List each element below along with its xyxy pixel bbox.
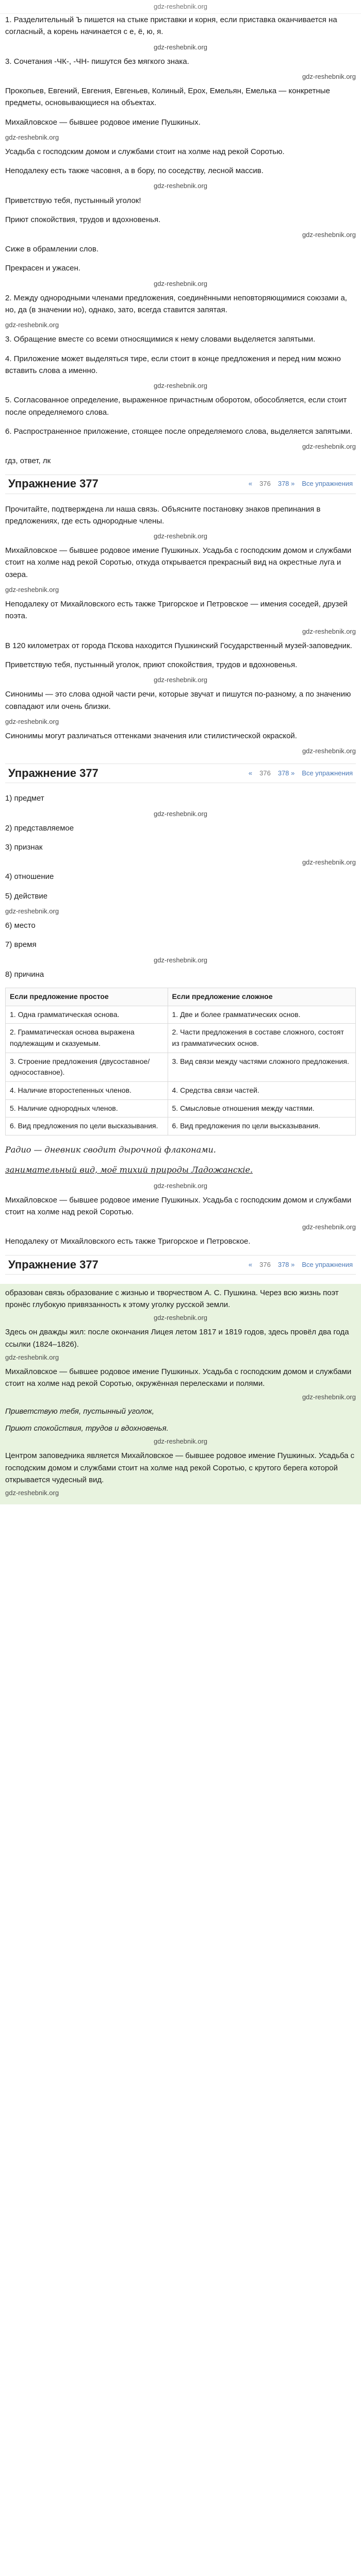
watermark: gdz-reshebnik.org: [302, 1223, 356, 1231]
domain-label: gdz-reshebnik.org: [153, 2, 208, 10]
table-cell: 2. Грамматическая основа выражена подлежащим и сказуемым.: [6, 1024, 168, 1053]
watermark: gdz-reshebnik.org: [153, 382, 208, 390]
prev-exercise-link[interactable]: «: [248, 1260, 253, 1268]
watermark: gdz-reshebnik.org: [5, 907, 59, 915]
paragraph: Неподалеку от Михайловского есть также Тригорское и Петровское — имения соседей, друзей поэта.: [5, 600, 348, 621]
watermark: gdz-reshebnik.org: [153, 676, 208, 684]
exercise-title: Упражнение 377: [8, 477, 99, 490]
answer-block: [0, 1284, 361, 1504]
paragraph: Неподалеку от Михайловского есть также Тригорское и Петровское.: [5, 1237, 251, 1246]
exercise-nav: [5, 474, 356, 494]
comparison-table: [5, 988, 356, 1136]
watermark: gdz-reshebnik.org: [153, 1437, 208, 1446]
exercise-b-body: [5, 792, 356, 980]
all-exercises-link[interactable]: Все упражнения: [302, 1260, 353, 1268]
paragraph: 4. Приложение может выделяться тире, если стоит в конце предложения и перед ним можно вставить слова а именно.: [5, 354, 341, 375]
watermark: gdz-reshebnik.org: [302, 627, 356, 635]
paragraph: Сиже в обрамлении слов.: [5, 245, 99, 254]
list-item: 8) причина: [5, 970, 44, 979]
paragraph: образован связь образование с жизнью и творчеством А. С. Пушкина. Через всю жизнь поэт пронёс глубокую привязанность к этому уголку русской земли.: [5, 1288, 339, 1309]
exercise-nav: [5, 1255, 356, 1275]
browser-domain-bar: [0, 0, 361, 14]
paragraph: Прочитайте, подтверждена ли наша связь. Объясните постановку знаков препинания в предложениях, где есть однородные члены.: [5, 504, 321, 526]
page-content: [0, 14, 361, 1504]
table-row: [6, 1082, 356, 1100]
paragraph: 6. Распространенное приложение, стоящее после определяемого слова, выделяется запятыми.: [5, 427, 353, 436]
paragraph: Синонимы могут различаться оттенками значения или стилистической окраской.: [5, 731, 297, 740]
nav-controls: [249, 1260, 353, 1270]
table-row: [6, 1024, 356, 1053]
next-exercise-link[interactable]: 378 »: [277, 1260, 295, 1268]
list-item: 4) отношение: [5, 872, 54, 882]
paragraph: Михайловское — бывшее родовое имение Пушкиных. Усадьба с господским домом и службами стоит на холме над рекой Соротью, окружённая перелесками и полями.: [5, 1367, 352, 1388]
watermark: gdz-reshebnik.org: [5, 321, 59, 329]
prev-exercise-link[interactable]: «: [248, 480, 253, 488]
section-end: [5, 1194, 356, 1248]
table-cell: 6. Вид предложения по цели высказывания.: [6, 1117, 168, 1136]
paragraph: 1. Разделительный Ъ пишется на стыке приставки и корня, если приставка оканчивается на согласный, а корень начинается с е, ё, ю, я.: [5, 15, 337, 37]
table-cell: 4. Средства связи частей.: [168, 1082, 355, 1100]
paragraph: Михайловское — бывшее родовое имение Пушкиных.: [5, 117, 201, 127]
all-exercises-link[interactable]: Все упражнения: [302, 769, 353, 777]
paragraph: Приветствую тебя, пустынный уголок!: [5, 196, 141, 205]
list-item: 6) место: [5, 921, 36, 930]
table-cell: 1. Две и более грамматических основ.: [168, 1006, 355, 1024]
current-exercise-number: 376: [259, 1260, 271, 1268]
poem-line: Приветствую тебя, пустынный уголок,: [5, 1406, 154, 1416]
watermark: gdz-reshebnik.org: [5, 1489, 59, 1497]
current-exercise-number: 376: [259, 480, 271, 488]
list-item: 7) время: [5, 940, 37, 950]
watermark: gdz-reshebnik.org: [302, 72, 356, 80]
paragraph: Усадьба с господским домом и службами стоит на холме над рекой Соротью.: [5, 147, 285, 156]
watermark: gdz-reshebnik.org: [153, 1314, 208, 1322]
watermark: gdz-reshebnik.org: [5, 1353, 59, 1361]
table-cell: 5. Смысловые отношения между частями.: [168, 1099, 355, 1117]
section-1: [5, 14, 356, 289]
watermark: gdz-reshebnik.org: [153, 809, 208, 818]
synonyms-section: [5, 688, 356, 756]
paragraph: Прокопьев, Евгений, Евгения, Евгеньев, Колиный, Ерох, Емельян, Емелька — конкретные предметы, основывающиеся на объектах.: [5, 87, 330, 108]
watermark: gdz-reshebnik.org: [302, 443, 356, 451]
list-item: 2) представляемое: [5, 823, 74, 833]
exercise-title: Упражнение 377: [8, 1258, 99, 1271]
list-item: 1) предмет: [5, 794, 44, 803]
paragraph: Здесь он дважды жил: после окончания Лицея летом 1817 и 1819 годов, здесь провёл два года ссылки (1824–1826).: [5, 1328, 349, 1349]
watermark: gdz-reshebnik.org: [153, 956, 208, 964]
paragraph: Приют спокойствия, трудов и вдохновенья.: [5, 215, 161, 224]
table-row: [6, 1053, 356, 1081]
table-cell: 1. Одна грамматическая основа.: [6, 1006, 168, 1024]
exercise-a-body: [5, 503, 356, 686]
current-exercise-number: 376: [259, 769, 271, 777]
next-exercise-link[interactable]: 378 »: [277, 480, 295, 488]
all-exercises-link[interactable]: Все упражнения: [302, 480, 353, 488]
watermark: gdz-reshebnik.org: [302, 858, 356, 867]
table-row: [6, 1117, 356, 1136]
paragraph: В 120 километрах от города Пскова находится Пушкинский Государственный музей-заповедник.: [5, 641, 352, 650]
prev-exercise-link[interactable]: «: [248, 769, 253, 777]
watermark: gdz-reshebnik.org: [302, 747, 356, 755]
table-header-cell: Если предложение простое: [6, 988, 168, 1006]
list-item: 3) признак: [5, 843, 43, 852]
handwritten-line: Радио — дневник сводит дырочной флаконами.: [5, 1145, 216, 1155]
watermark: gdz-reshebnik.org: [5, 717, 59, 725]
table-row: [6, 1006, 356, 1024]
table-cell: 3. Строение предложения (двусоставное/односоставное).: [6, 1053, 168, 1081]
table-header-cell: Если предложение сложное: [168, 988, 355, 1006]
list-item: 5) действие: [5, 891, 48, 901]
watermark: gdz-reshebnik.org: [153, 1181, 208, 1190]
table-cell: 5. Наличие однородных членов.: [6, 1099, 168, 1117]
handwritten-line: занимательный вид, моё тихий природы Ладожанскіе.: [5, 1164, 253, 1175]
paragraph: 3. Сочетания -ЧК-, -ЧН- пишутся без мягкого знака.: [5, 57, 189, 66]
paragraph: гдз, ответ, лк: [5, 456, 51, 466]
table-cell: 2. Части предложения в составе сложного, состоят из грамматических основ.: [168, 1024, 355, 1053]
table-header-row: [6, 988, 356, 1006]
watermark: gdz-reshebnik.org: [153, 532, 208, 540]
watermark: gdz-reshebnik.org: [153, 43, 208, 51]
paragraph: Прекрасен и ужасен.: [5, 264, 80, 273]
paragraph: Приветствую тебя, пустынный уголок, приют спокойствия, трудов и вдохновенья.: [5, 660, 298, 669]
paragraph: Синонимы — это слова одной части речи, которые звучат и пишутся по-разному, а по значению совпадают или очень близки.: [5, 690, 351, 711]
watermark: gdz-reshebnik.org: [302, 1393, 356, 1401]
table-cell: 6. Вид предложения по цели высказывания.: [168, 1117, 355, 1136]
paragraph: Михайловское — бывшее родовое имение Пушкиных. Усадьба с господским домом и службами стоит на холме над рекой Соротью.: [5, 1195, 352, 1217]
handwritten-note: [5, 1144, 356, 1191]
nav-controls: [249, 768, 353, 778]
section-2: [5, 292, 356, 467]
paragraph: Михайловское — бывшее родовое имение Пушкиных. Усадьба с господским домом и службами стоит на холме над рекой Соротью, откуда открывается прекрасный вид на окрестные луга и озера.: [5, 546, 352, 579]
next-exercise-link[interactable]: 378 »: [277, 769, 295, 777]
exercise-title: Упражнение 377: [8, 767, 99, 780]
watermark: gdz-reshebnik.org: [153, 279, 208, 287]
watermark: gdz-reshebnik.org: [5, 133, 59, 141]
nav-controls: [249, 479, 353, 489]
paragraph: Неподалеку есть также часовня, а в бору, по соседству, лесной массив.: [5, 166, 264, 176]
paragraph: 2. Между однородными членами предложения, соединёнными неповторяющимися союзами а, но, да (в значении но), однако, зато, всегда ставится запятая.: [5, 293, 347, 315]
table-cell: 4. Наличие второстепенных членов.: [6, 1082, 168, 1100]
paragraph: Центром заповедника является Михайловское — бывшее родовое имение Пушкиных. Усадьба с господским домом и службами стоит на холме над рекой Соротью, с крутого берега которой открывается чудесный вид.: [5, 1451, 355, 1484]
watermark: gdz-reshebnik.org: [5, 585, 59, 594]
poem-line: Приют спокойствия, трудов и вдохновенья.: [5, 1423, 169, 1433]
table-cell: 3. Вид связи между частями сложного предложения.: [168, 1053, 355, 1081]
watermark: gdz-reshebnik.org: [153, 182, 208, 190]
paragraph: 3. Обращение вместе со всеми относящимися к нему словами выделяется запятыми.: [5, 335, 316, 344]
table-row: [6, 1099, 356, 1117]
exercise-nav: [5, 764, 356, 783]
paragraph: 5. Согласованное определение, выраженное причастным оборотом, обособляется, если стоит после определяемого слова.: [5, 396, 347, 417]
watermark: gdz-reshebnik.org: [302, 231, 356, 239]
